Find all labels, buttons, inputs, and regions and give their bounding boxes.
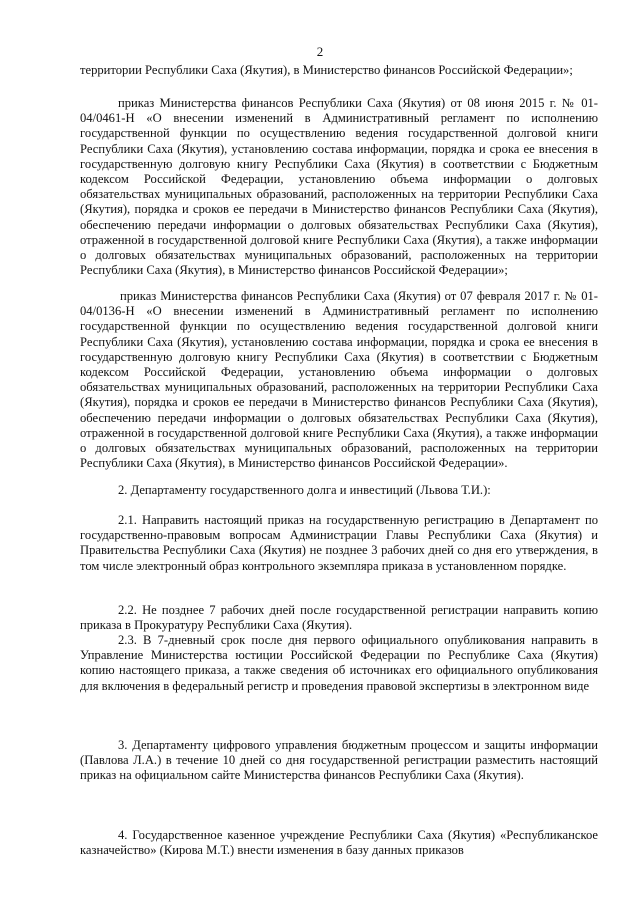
- paragraph-item-2-3: 2.3. В 7-дневный срок после дня первого официального опубликования направить в Управление Министерства юстиции Российской Федерации по Республике Саха (Якутия) копию настоящего приказа, а также сведения об источниках его официального опубликования для включения в федеральный регистр и проведения правовой экспертизы в электронном виде: [80, 633, 598, 693]
- page-number: 2: [316, 44, 324, 59]
- paragraph-item-4: 4. Государственное казенное учреждение Республики Саха (Якутия) «Республиканское казначейство» (Кирова М.Т.) внести изменения в базу данных приказов: [80, 828, 598, 858]
- paragraph-item-2-2: 2.2. Не позднее 7 рабочих дней после государственной регистрации направить копию приказа в Прокуратуру Республики Саха (Якутия).: [80, 603, 598, 633]
- paragraph-order-2015: приказ Министерства финансов Республики Саха (Якутия) от 08 июня 2015 г. № 01-04/0461-Н «О внесении изменений в Административный регламент по исполнению государственной функции по осуществлению ведения государственной долговой книги Республики Саха (Якутия), установлению состава информации, порядка и срока ее внесения в государственную долговую книгу Республики Саха (Якутия) в соответствии с Бюджетным кодексом Российской Федерации, установлению объема информации о долговых обязательствах муниципальных образований, расположенных на территории Республики Саха (Якутия), порядка и сроков ее передачи в Министерство финансов Республики Саха (Якутия), обеспечению передачи информации о долговых обязательствах Республики Саха (Якутия), отраженной в государственной долговой книге Республики Саха (Якутия), а также информации о долговых обязательствах муниципальных образований, расположенных на территории Республики Саха (Якутия), в Министерство финансов Российской Федерации»;: [80, 96, 598, 278]
- paragraph-item-2: 2. Департаменту государственного долга и инвестиций (Львова Т.И.):: [118, 483, 491, 497]
- paragraph-item-3: 3. Департаменту цифрового управления бюджетным процессом и защиты информации (Павлова Л.А.) в течение 10 дней со дня государственной регистрации разместить настоящий приказ на официальном сайте Министерства финансов Республики Саха (Якутия).: [80, 738, 598, 783]
- paragraph-item-2-1: 2.1. Направить настоящий приказ на государственную регистрацию в Департамент по государственно-правовым вопросам Администрации Главы Республики Саха (Якутия) и Правительства Республики Саха (Якутия) не позднее 3 рабочих дней со дня его утверждения, в том числе электронный образ контрольного экземпляра приказа в установленном порядке.: [80, 513, 598, 573]
- paragraph-order-2017: приказ Министерства финансов Республики Саха (Якутия) от 07 февраля 2017 г. № 01-04/0136-Н «О внесении изменений в Административный регламент по исполнению государственной функции по осуществлению ведения государственной долговой книги Республики Саха (Якутия), установлению состава информации, порядка и срока ее внесения в государственную долговую книгу Республики Саха (Якутия) в соответствии с Бюджетным кодексом Российской Федерации, установлению объема информации о долговых обязательствах муниципальных образований, расположенных на территории Республики Саха (Якутия), порядка и сроков ее передачи в Министерство финансов Республики Саха (Якутия), обеспечению передачи информации о долговых обязательствах Республики Саха (Якутия), отраженной в государственной долговой книге Республики Саха (Якутия), а также информации о долговых обязательствах муниципальных образований, расположенных на территории Республики Саха (Якутия), в Министерство финансов Российской Федерации».: [80, 289, 598, 471]
- paragraph-continuation: территории Республики Саха (Якутия), в Министерство финансов Российской Федерации»;: [80, 63, 573, 77]
